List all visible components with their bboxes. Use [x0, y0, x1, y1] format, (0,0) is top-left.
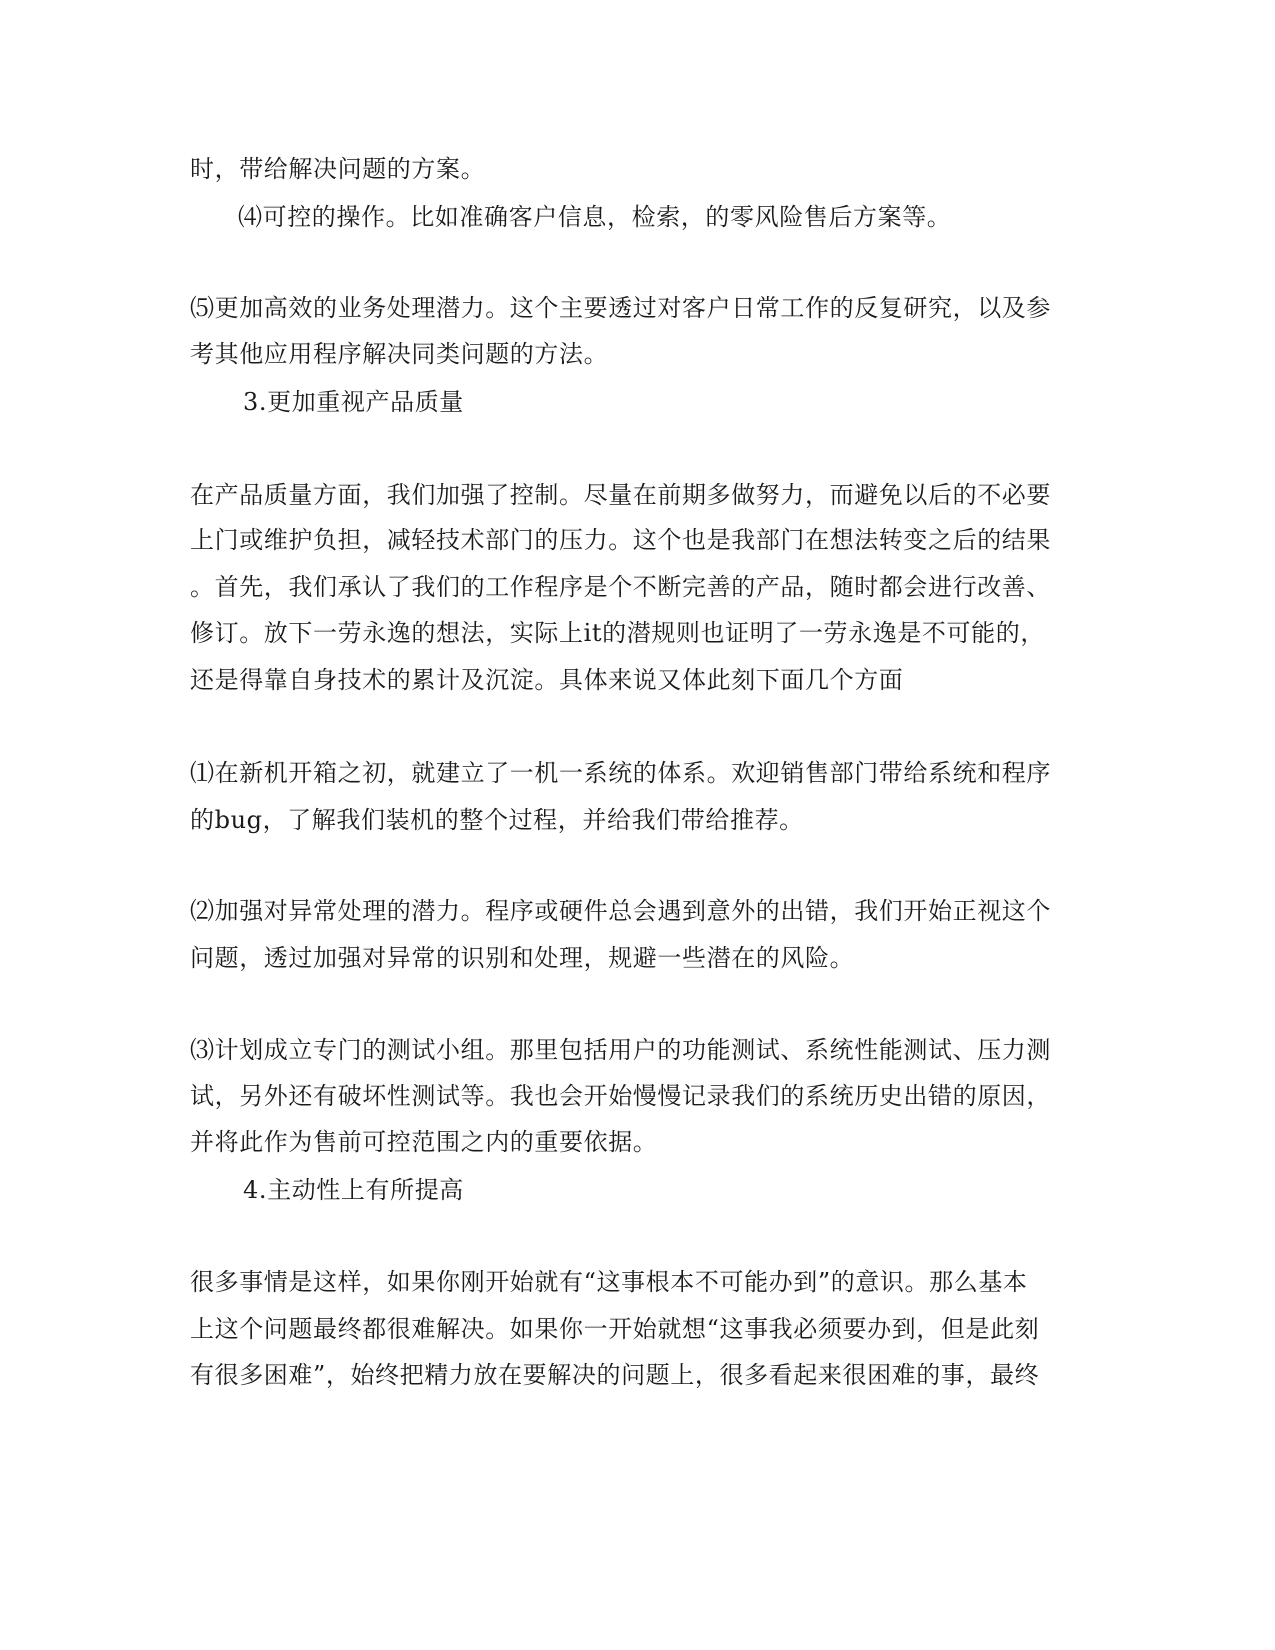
list-item-5: ⑸更加高效的业务处理潜力。这个主要透过对客户日常工作的反复研究，以及参 [190, 294, 1051, 322]
list-item-3: ⑶计划成立专门的测试小组。那里包括用户的功能测试、系统性能测试、压力测 [190, 1036, 1051, 1064]
paragraph-line: 试，另外还有破坏性测试等。我也会开始慢慢记录我们的系统历史出错的原因， [190, 1082, 1051, 1110]
list-item-2: ⑵加强对异常处理的潜力。程序或硬件总会遇到意外的出错，我们开始正视这个 [190, 897, 1051, 925]
paragraph-line: 考其他应用程序解决同类问题的方法。 [190, 340, 609, 368]
paragraph-line: 在产品质量方面，我们加强了控制。尽量在前期多做努力，而避免以后的不必要 [190, 481, 1051, 509]
paragraph-line: 修订。放下一劳永逸的想法，实际上it的潜规则也证明了一劳永逸是不可能的， [190, 619, 1045, 647]
paragraph-line: 上门或维护负担，减轻技术部门的压力。这个也是我部门在想法转变之后的结果 [190, 526, 1051, 554]
section-heading-4: 4.主动性上有所提高 [243, 1176, 464, 1204]
paragraph-line: 很多事情是这样，如果你刚开始就有“这事根本不可能办到”的意识。那么基本 [190, 1268, 1028, 1296]
paragraph-line: 问题，透过加强对异常的识别和处理，规避一些潜在的风险。 [190, 944, 855, 972]
section-heading-3: 3.更加重视产品质量 [243, 388, 464, 416]
paragraph-line: 时，带给解决问题的方案。 [190, 155, 486, 183]
list-item-1: ⑴在新机开箱之初，就建立了一机一系统的体系。欢迎销售部门带给系统和程序 [190, 759, 1051, 787]
paragraph-line: 还是得靠自身技术的累计及沉淀。具体来说又体此刻下面几个方面 [190, 666, 904, 694]
list-item-4: ⑷可控的操作。比如准确客户信息，检索，的零风险售后方案等。 [238, 203, 952, 231]
paragraph-line: 的bug，了解我们装机的整个过程，并给我们带给推荐。 [190, 806, 804, 834]
paragraph-line: 有很多困难”，始终把精力放在要解决的问题上，很多看起来很困难的事，最终 [190, 1361, 1040, 1389]
paragraph-line: 。首先，我们承认了我们的工作程序是个不断完善的产品，随时都会进行改善、 [190, 573, 1051, 601]
paragraph-line: 并将此作为售前可控范围之内的重要依据。 [190, 1128, 658, 1156]
paragraph-line: 上这个问题最终都很难解决。如果你一开始就想“这事我必须要办到，但是此刻 [190, 1315, 1040, 1343]
